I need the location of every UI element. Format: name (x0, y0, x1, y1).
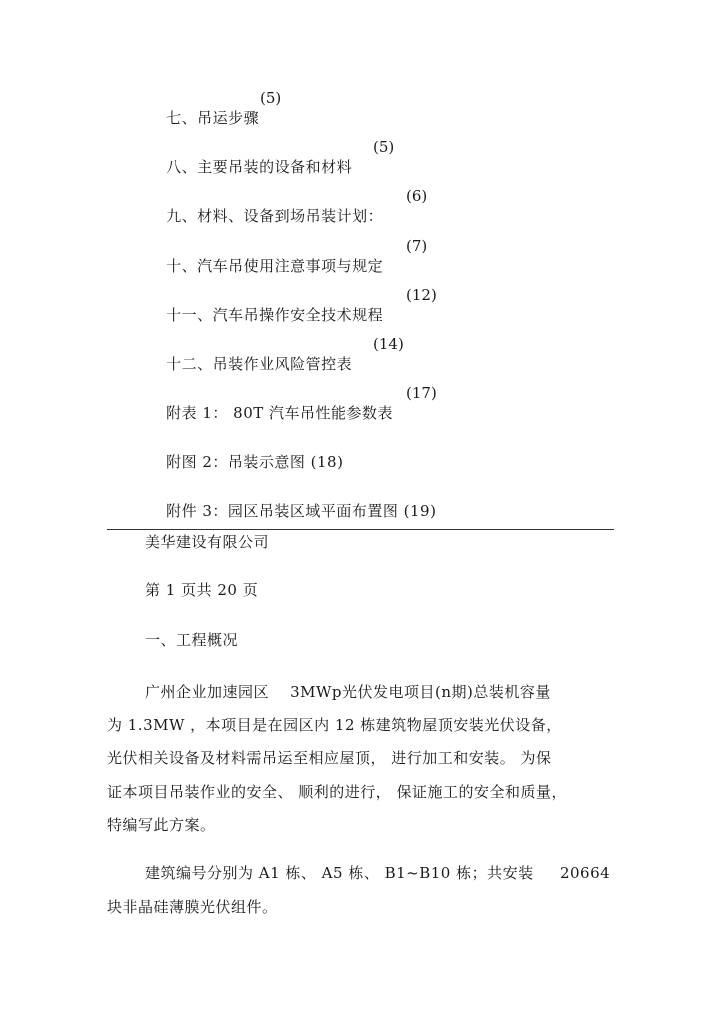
toc-label: 八、主要吊装的设备和材料 (166, 158, 353, 176)
toc-label: 十二、吊装作业风险管控表 (166, 355, 353, 373)
paragraph-line: 为 1.3MW ，本项目是在园区内 12 栋建筑物屋顶安装光伏设备， (107, 716, 562, 734)
toc-label: 九、材料、设备到场吊装计划： (166, 207, 384, 225)
toc-page-9: (6) (406, 187, 428, 205)
paragraph-line: 广州企业加速园区 3MWp光伏发电项目(n期)总装机容量 (145, 683, 551, 701)
toc-label: 七、吊运步骤 (166, 109, 260, 127)
toc-label: 附表 1： 80T 汽车吊性能参数表 (166, 404, 394, 422)
page-counter: 第 1 页共 20 页 (145, 581, 259, 599)
paragraph-line: 块非晶硅薄膜光伏组件。 (107, 898, 278, 916)
toc-label: 十、汽车吊使用注意事项与规定 (166, 257, 384, 275)
paragraph-line: 光伏相关设备及材料需吊运至相应屋顶， 进行加工和安装。 为保 (107, 749, 552, 767)
section-heading: 一、工程概况 (145, 631, 239, 649)
toc-label: 附图 2：吊装示意图 (18) (166, 453, 344, 471)
paragraph-line: 建筑编号分别为 A1 栋、 A5 栋、 B1~B10 栋；共安装 20664 (145, 864, 611, 882)
toc-label: 附件 3：园区吊装区域平面布置图 (19) (166, 502, 437, 520)
toc-page-12: (14) (373, 335, 404, 353)
toc-page-7: (5) (260, 89, 282, 107)
toc-page-11: (12) (406, 286, 437, 304)
toc-page-8: (5) (373, 138, 395, 156)
toc-label: 十一、汽车吊操作安全技术规程 (166, 306, 384, 324)
toc-page-10: (7) (406, 237, 428, 255)
paragraph-line: 证本项目吊装作业的安全、 顺利的进行， 保证施工的安全和质量， (107, 783, 568, 801)
paragraph-line: 特编写此方案。 (107, 816, 216, 834)
page-divider (107, 529, 614, 530)
toc-page-appendix-1: (17) (406, 384, 437, 402)
company-name: 美华建设有限公司 (145, 533, 270, 551)
